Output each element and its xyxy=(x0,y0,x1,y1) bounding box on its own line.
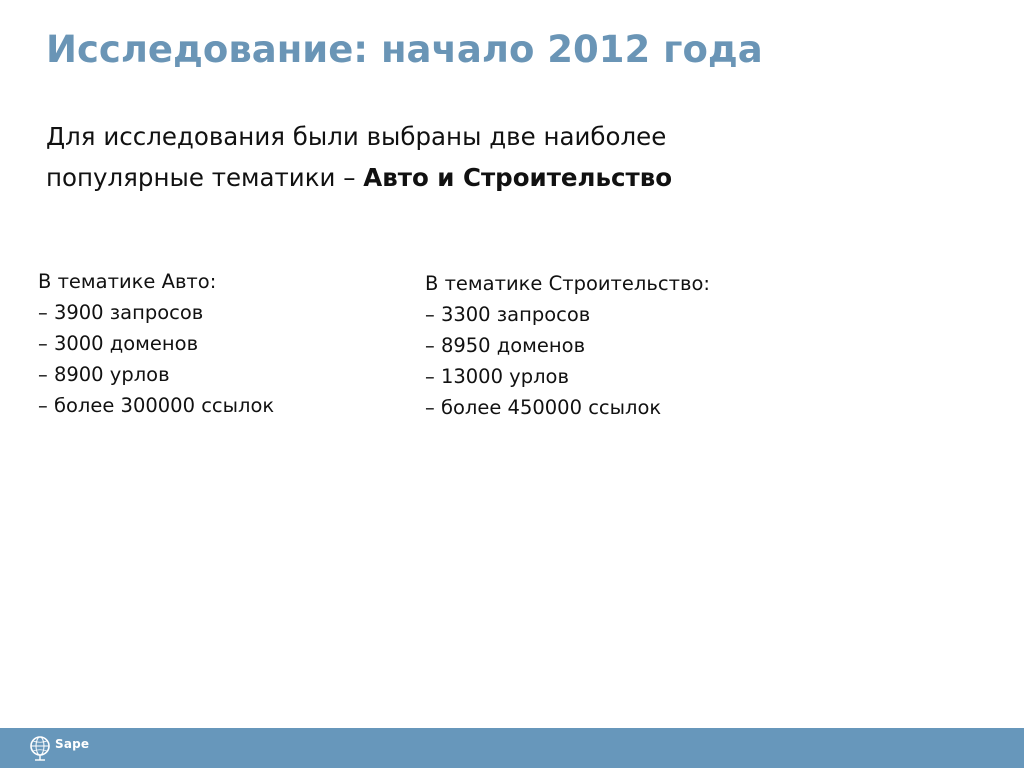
slide-title: Исследование: начало 2012 года xyxy=(46,28,763,71)
footer-bar xyxy=(0,728,1024,768)
intro-topics-bold: Авто и Строительство xyxy=(363,163,673,192)
topic-auto-urls: – 8900 урлов xyxy=(38,363,170,386)
intro-text: Для исследования были выбраны две наиболее популярные тематики – xyxy=(46,122,667,192)
topic-construction-heading: В тематике Строительство: xyxy=(425,272,710,295)
sape-logo xyxy=(28,735,89,763)
topic-construction-domains: – 8950 доменов xyxy=(425,334,586,357)
topic-auto-domains: – 3000 доменов xyxy=(38,332,199,355)
topic-construction-queries: – 3300 запросов xyxy=(425,303,591,326)
topic-construction-links: – более 450000 ссылок xyxy=(425,396,662,419)
topic-auto-queries: – 3900 запросов xyxy=(38,301,204,324)
logo-wordmark: Sape xyxy=(55,737,90,751)
topic-auto-block xyxy=(38,266,378,421)
topic-auto-heading: В тематике Авто: xyxy=(38,270,217,293)
globe-logo-icon xyxy=(28,735,52,763)
topic-construction-block xyxy=(425,268,785,423)
topic-auto-links: – более 300000 ссылок xyxy=(38,394,275,417)
topic-construction-urls: – 13000 урлов xyxy=(425,365,569,388)
intro-paragraph xyxy=(46,116,686,198)
